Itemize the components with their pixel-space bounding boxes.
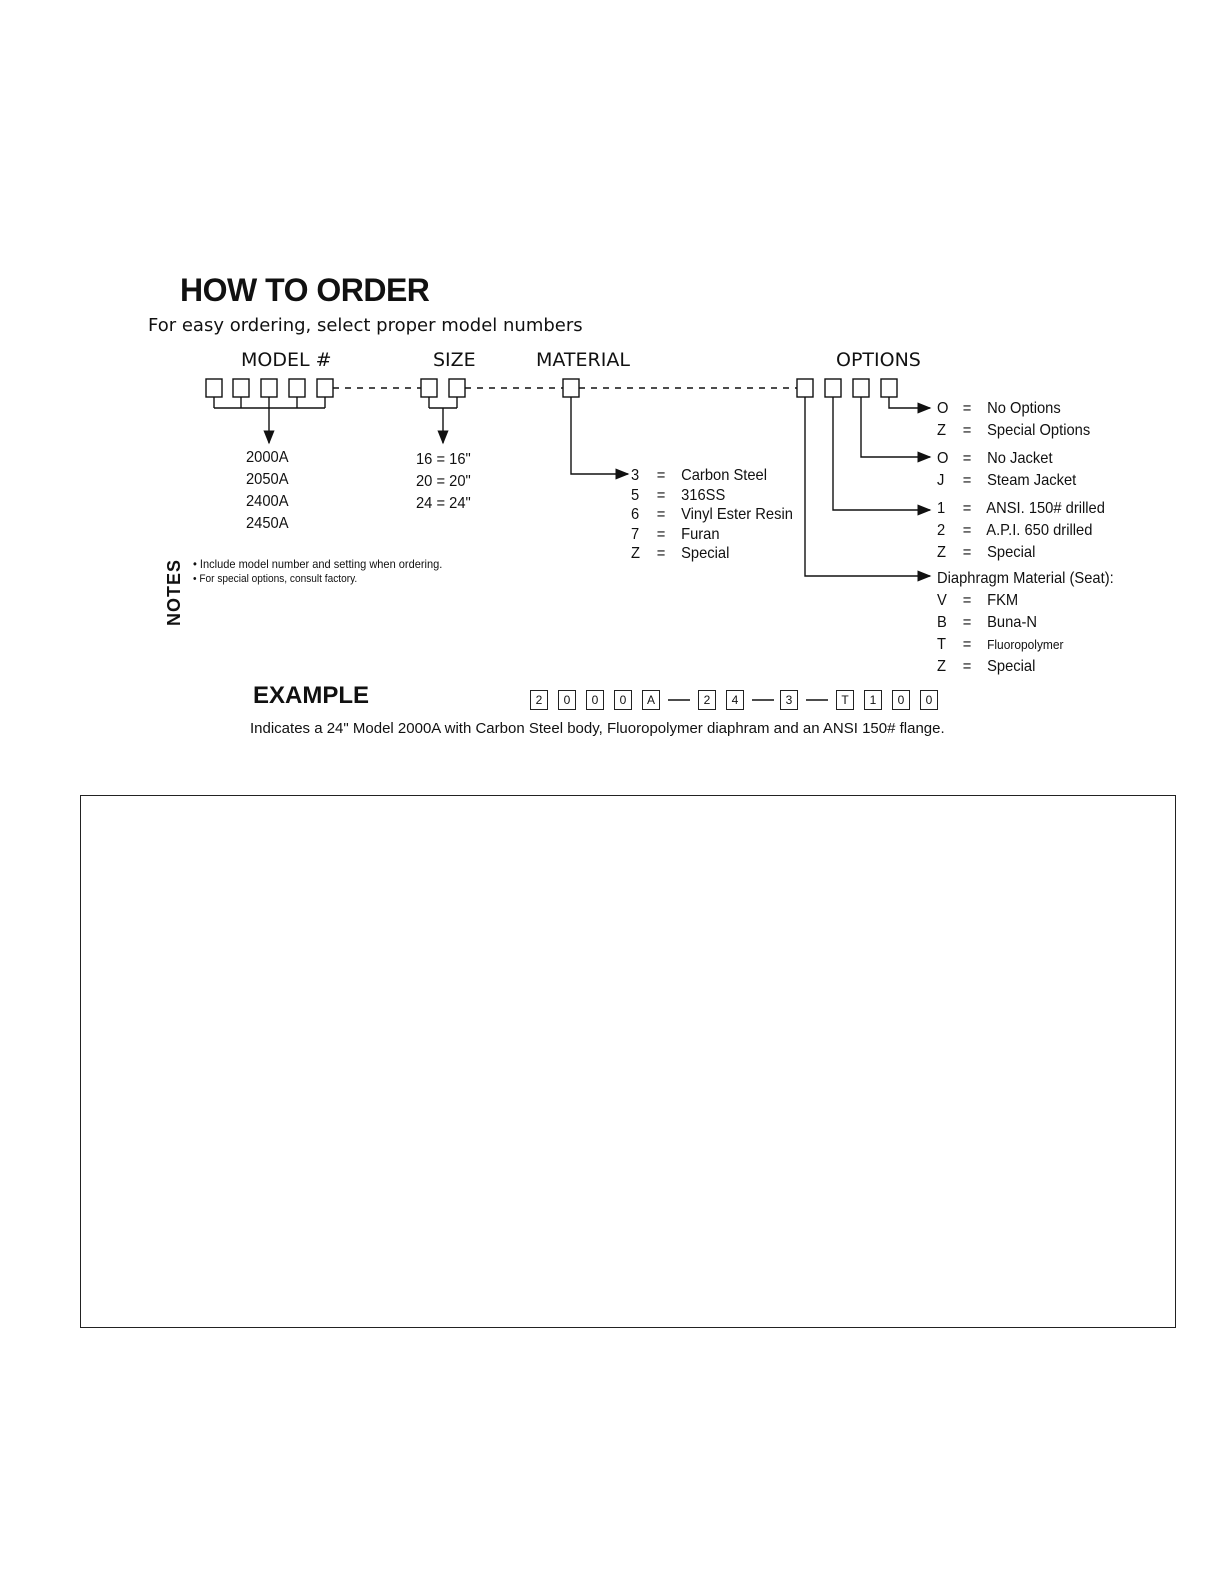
equals-sign: = [656, 467, 666, 484]
size-item: 24 = 24" [416, 495, 471, 512]
equals-sign: = [656, 525, 666, 543]
option-digit-box [853, 379, 869, 397]
option-label: Special [987, 544, 1036, 561]
material-digit-box [563, 379, 579, 397]
material-code: 3 [631, 467, 640, 484]
column-heading-size: SIZE [433, 349, 476, 371]
diaphragm-heading: Diaphragm Material (Seat): [937, 570, 1114, 587]
model-digit-box [233, 379, 249, 397]
option-label: Fluoropolymer [987, 637, 1064, 652]
material-label: Special [681, 545, 730, 562]
option-label: No Options [987, 400, 1061, 417]
example-code-box: 0 [892, 690, 910, 710]
model-item: 2000A [246, 449, 289, 466]
equals-sign: = [656, 486, 666, 504]
equals-sign: = [962, 500, 972, 517]
options-flange-list [937, 498, 1105, 564]
model-item: 2050A [246, 471, 289, 488]
option-digit-box [797, 379, 813, 397]
model-digit-box [289, 379, 305, 397]
example-title: EXAMPLE [253, 682, 370, 709]
example-code-box: 2 [698, 690, 716, 710]
options-jacket-list [937, 448, 1076, 492]
example-code-box: 1 [864, 690, 882, 710]
equals-sign: = [656, 545, 666, 562]
page-title: HOW TO ORDER [180, 272, 430, 308]
material-label: Carbon Steel [681, 467, 768, 484]
option-code: B [937, 614, 947, 631]
material-arrow [571, 397, 628, 474]
page-subtitle: For easy ordering, select proper model numbers [148, 315, 583, 336]
example-code-box: 0 [586, 690, 604, 710]
model-digit-box [317, 379, 333, 397]
option-label: ANSI. 150# drilled [986, 500, 1105, 517]
option-label: Special [987, 658, 1036, 675]
option-label: Special Options [987, 422, 1091, 439]
note-item: • Include model number and setting when ordering. [193, 557, 443, 571]
material-label: 316SS [681, 486, 726, 504]
option-code: O [937, 400, 949, 417]
model-digit-box [206, 379, 222, 397]
empty-content-frame [80, 795, 1176, 1328]
example-code-box: 2 [530, 690, 548, 710]
size-item: 16 = 16" [416, 451, 471, 468]
options-diaphragm-arrow [805, 397, 930, 576]
material-label: Furan [681, 525, 720, 543]
size-list [416, 449, 471, 515]
example-code-box: 4 [726, 690, 744, 710]
example-code-box: A [642, 690, 660, 710]
option-digit-box [825, 379, 841, 397]
option-label: A.P.I. 650 drilled [986, 522, 1093, 539]
equals-sign: = [962, 636, 972, 653]
size-item: 20 = 20" [416, 473, 471, 490]
option-code: V [937, 592, 947, 609]
material-list [631, 466, 793, 564]
option-code: 2 [937, 522, 946, 539]
material-code: 6 [631, 506, 640, 523]
options-flange-arrow [833, 397, 930, 510]
equals-sign: = [962, 522, 972, 539]
material-code: 7 [631, 525, 640, 543]
model-list [246, 447, 289, 535]
size-digit-box [449, 379, 465, 397]
option-label: Steam Jacket [987, 472, 1077, 489]
equals-sign: = [962, 450, 972, 467]
equals-sign: = [962, 614, 972, 631]
model-item: 2450A [246, 515, 289, 532]
equals-sign: = [962, 658, 972, 675]
material-label: Vinyl Ester Resin [681, 506, 793, 523]
options-diaphragm-list [937, 568, 1114, 678]
model-item: 2400A [246, 493, 289, 510]
example-code-box: T [836, 690, 854, 710]
column-heading-model: MODEL # [241, 349, 332, 371]
equals-sign: = [962, 400, 972, 417]
options-jacket-arrow [861, 397, 930, 457]
model-digit-box [261, 379, 277, 397]
notes-label: NOTES [164, 558, 184, 626]
option-code: O [937, 450, 949, 467]
option-label: Buna-N [987, 614, 1038, 631]
option-code: Z [937, 422, 946, 439]
option-code: 1 [937, 500, 946, 517]
equals-sign: = [656, 506, 666, 523]
material-code: 5 [631, 486, 640, 504]
option-digit-box [881, 379, 897, 397]
options-extra-arrow [889, 397, 930, 408]
options-extra-list [937, 398, 1090, 442]
equals-sign: = [962, 422, 972, 439]
note-item: • For special options, consult factory. [193, 573, 358, 585]
equals-sign: = [962, 544, 972, 561]
column-heading-material: MATERIAL [536, 349, 630, 371]
example-code-box: 3 [780, 690, 798, 710]
example-code-box: 0 [614, 690, 632, 710]
option-label: No Jacket [987, 450, 1053, 467]
material-code: Z [631, 545, 640, 562]
option-code: J [937, 472, 945, 489]
option-code: T [937, 636, 946, 653]
notes-list [193, 557, 442, 587]
column-heading-options: OPTIONS [836, 349, 921, 371]
example-caption: Indicates a 24" Model 2000A with Carbon Steel body, Fluoropolymer diaphram and an ANSI 150# flange. [250, 720, 945, 737]
equals-sign: = [962, 592, 972, 609]
example-code-box: 0 [558, 690, 576, 710]
example-code-box: 0 [920, 690, 938, 710]
option-label: FKM [987, 592, 1019, 609]
option-code: Z [937, 544, 946, 561]
equals-sign: = [962, 472, 972, 489]
option-code: Z [937, 658, 946, 675]
size-digit-box [421, 379, 437, 397]
